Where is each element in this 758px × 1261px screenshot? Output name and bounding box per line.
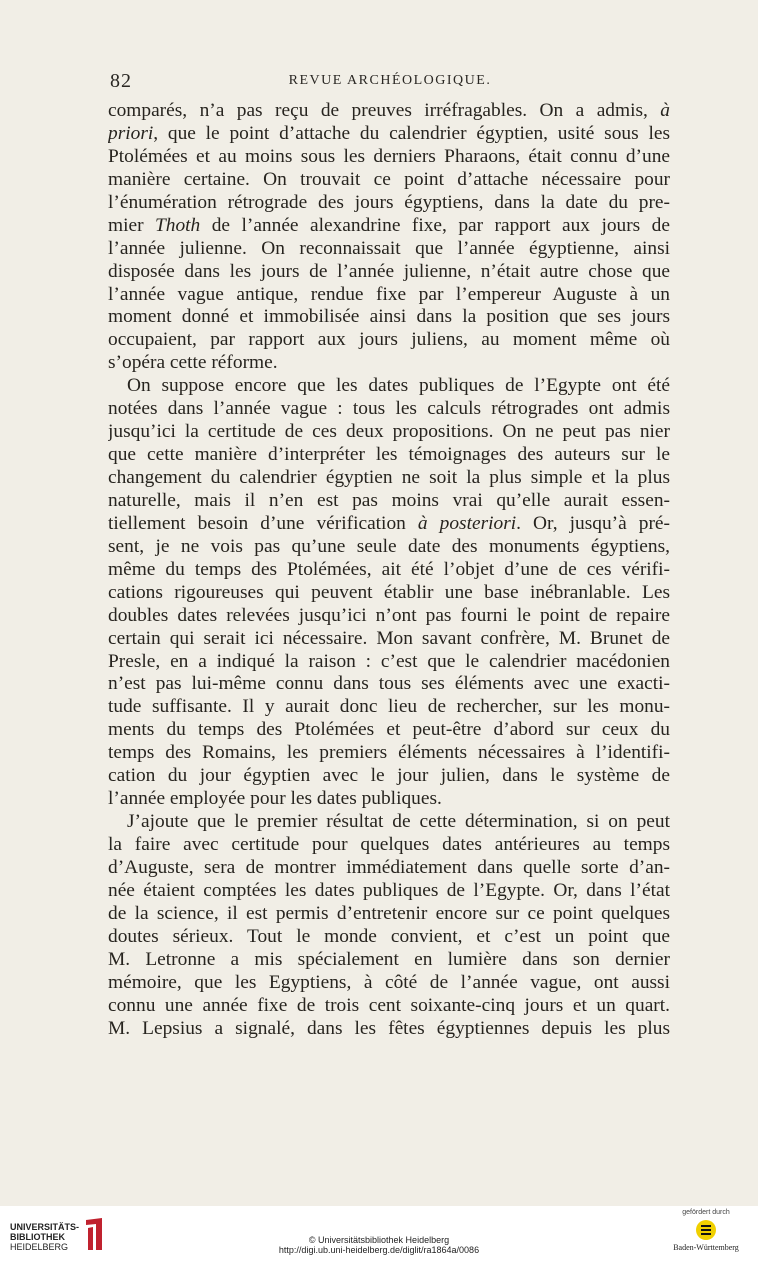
text-run: cations rigoureuses qui peuvent établir une base inébranlable. Les (108, 581, 670, 603)
text-line (108, 903, 670, 926)
text-run: jusqu’ici la certitude de ces deux propositions. On ne peut pas nier (108, 421, 670, 443)
text-run: sent, je ne vois pas qu’une seule date des monuments égyptiens, (108, 535, 670, 557)
text-run: même du temps des Ptolémées, ait été l’objet d’une de ces vérifi- (108, 558, 670, 580)
text-line (108, 146, 670, 169)
text-run: notées dans l’année vague : tous les calculs rétrogrades ont admis (108, 398, 670, 420)
text-line (108, 926, 670, 949)
text-run: comparés, n’a pas reçu de preuves irréfragables. On a admis, (108, 100, 661, 121)
body-text (108, 100, 670, 1040)
crest-icon (695, 1219, 717, 1241)
text-run: changement du calendrier égyptien ne soit la plus simple et la plus (108, 467, 670, 488)
text-run: mier (108, 214, 155, 236)
text-line (108, 628, 670, 651)
text-run: d’Auguste, sera de montrer immédiatement dans quelle sorte d’an- (108, 856, 670, 878)
text-run: On suppose encore que les dates publiques de l’Egypte ont été (127, 375, 670, 397)
text-line (108, 673, 670, 696)
text-run: . Or, jusqu’à pré- (516, 512, 670, 534)
footer (0, 1206, 758, 1261)
text-line (108, 765, 670, 788)
text-line (108, 123, 670, 146)
running-head (110, 70, 670, 96)
text-line (108, 329, 670, 352)
text-line (108, 857, 670, 880)
text-run: naturelle, mais il n’en est pas moins vrai qu’elle aurait essen- (108, 489, 670, 511)
text-line (108, 444, 670, 467)
text-line (108, 559, 670, 582)
text-run: Ptolémées et au moins sous les derniers Pharaons, était connu d’une (108, 145, 670, 167)
text-run: J’ajoute que le premier résultat de cette détermination, si on peut (127, 811, 670, 833)
text-run: que cette manière d’interpréter les témoignages des auteurs sur le (108, 444, 670, 466)
text-run: n’est pas lui-même connu dans tous ses éléments avec une exacti- (108, 673, 670, 695)
text-run: tiellement besoin d’une vérification (108, 512, 418, 534)
text-line (108, 972, 670, 995)
text-run: de l’année alexandrine fixe, par rapport aux jours de (200, 214, 670, 236)
text-run: connu une année fixe de trois cent soixante-cinq jours et un quart. (108, 994, 670, 1016)
text-run: moment donné et immobilisée ainsi dans la position que ses jours (108, 306, 670, 328)
text-run: née étaient comptées les dates publiques de l’Egypte. Or, dans l’état (108, 879, 670, 901)
text-run: l’énumération rétrograde des jours égyptiens, dans la date du pre- (108, 191, 670, 213)
text-line (108, 192, 670, 215)
text-line (108, 536, 670, 559)
text-run: temps des Romains, les premiers éléments nécessaires à l’identifi- (108, 742, 670, 764)
italic-run: priori (108, 122, 154, 144)
text-line (108, 834, 670, 857)
text-run: M. Lepsius a signalé, dans les fêtes égyptiennes depuis les plus (108, 1017, 670, 1039)
text-run: doubles dates relevées jusqu’ici n’ont pas fourni le point de repaire (108, 604, 670, 626)
text-run: s’opéra cette réforme. (108, 352, 278, 374)
text-line (108, 605, 670, 628)
text-line (108, 949, 670, 972)
text-line (108, 467, 670, 490)
funder-label: gefördert durch (682, 1209, 730, 1216)
copyright-block (0, 1235, 758, 1255)
text-line (108, 261, 670, 284)
italic-run: à (660, 100, 670, 121)
text-line (108, 306, 670, 329)
text-line (108, 352, 670, 375)
running-title: REVUE ARCHÉOLOGIQUE. (288, 73, 492, 88)
text-run: cation du jour égyptien avec le jour julien, dans le système de (108, 765, 670, 787)
text-run: Presle, en a indiqué la raison : c’est que le calendrier macédonien (108, 650, 670, 672)
text-line (108, 742, 670, 765)
text-line (108, 788, 670, 811)
text-line (108, 490, 670, 513)
copyright-text: © Universitätsbibliothek Heidelberg (308, 1235, 450, 1245)
text-run: l’année vague antique, rendue fixe par l’empereur Auguste à un (108, 283, 670, 305)
text-run: tude suffisante. Il y aurait donc lieu de rechercher, sur les monu- (108, 696, 670, 718)
text-line (108, 284, 670, 307)
text-line (108, 513, 670, 536)
text-line (108, 100, 670, 123)
text-run: ments du temps des Ptolémées et peut-être d’abord sur ceux du (108, 719, 670, 741)
italic-run: à posteriori (417, 512, 517, 534)
funder-name: Baden-Württemberg (673, 1243, 739, 1252)
text-line (108, 719, 670, 742)
page-number: 82 (110, 70, 132, 92)
text-line (108, 995, 670, 1018)
text-run: doutes sérieux. Tout le monde convient, et c’est un point que (108, 925, 670, 947)
text-run: la faire avec certitude pour quelques dates antérieures au temps (108, 834, 670, 855)
text-run: disposée dans les jours de l’année julienne, n’était autre chose que (108, 260, 670, 282)
text-line (108, 169, 670, 192)
text-line (108, 582, 670, 605)
text-run: manière certaine. On trouvait ce point d’attache nécessaire pour (108, 168, 670, 190)
text-run: de la science, il est permis d’entretenir encore sur ce point quelques (108, 902, 670, 924)
text-line (108, 696, 670, 719)
text-line (108, 215, 670, 238)
text-line (108, 421, 670, 444)
library-name: UNIVERSITÄTS- BIBLIOTHEK HEIDELBERG (10, 1222, 80, 1252)
text-run: M. Letronne a mis spécialement en lumière dans son dernier (108, 948, 670, 970)
text-run: l’année julienne. On reconnaissait que l’année égyptienne, ainsi (108, 237, 670, 259)
text-run: , que le point d’attache du calendrier égyptien, usité sous les (153, 122, 670, 144)
text-run: occupaient, par rapport aux jours juliens, au moment même où (108, 329, 670, 351)
funder-block (666, 1209, 746, 1252)
text-run: certain qui serait ici nécessaire. Mon savant confrère, M. Brunet de (108, 627, 670, 649)
text-line (108, 375, 670, 398)
text-run: mémoire, que les Egyptiens, à côté de l’année vague, ont aussi (108, 971, 670, 993)
text-line (108, 1018, 670, 1041)
text-line (108, 651, 670, 674)
italic-run: Thoth (155, 214, 201, 236)
text-line (108, 880, 670, 903)
text-run: l’année employée pour les dates publiques. (108, 788, 442, 810)
permalink-url[interactable]: http://digi.ub.uni-heidelberg.de/diglit/ra1864a/0086 (278, 1245, 480, 1255)
text-line (108, 398, 670, 421)
text-line (108, 238, 670, 261)
text-line (108, 811, 670, 834)
